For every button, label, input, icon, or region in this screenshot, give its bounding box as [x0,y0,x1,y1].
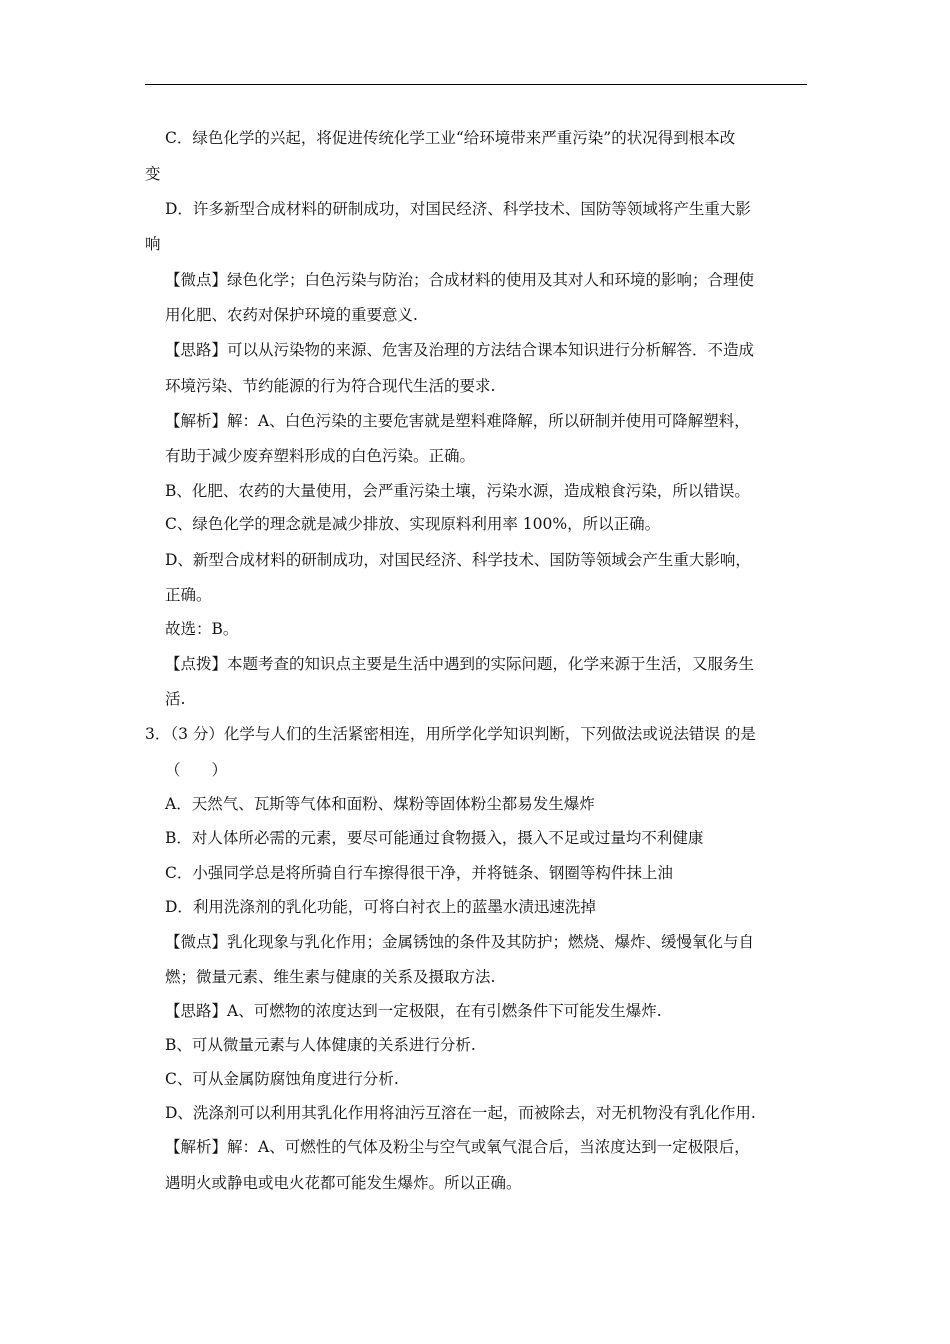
question-3-line: 3．（3 分）化学与人们的生活紧密相连，用所学化学知识判断，下列做法或说法错误 的是 [145,725,756,743]
option-c-line: C．绿色化学的兴起，将促进传统化学工业“给环境带来严重污染”的状况得到根本改 [165,129,736,147]
answer-line: 故选：B。 [165,620,239,638]
q3-option-d: D．利用洗涤剂的乳化功能，可将白衬衣上的蓝墨水渍迅速洗掉 [165,898,596,916]
option-d-line: D．许多新型合成材料的研制成功，对国民经济、科学技术、国防等领域将产生重大影 [165,200,751,218]
tip-line: 【点拨】本题考查的知识点主要是生活中遇到的实际问题，化学来源于生活，又服务生 [165,655,755,673]
analysis-d-wrap: 正确。 [165,586,212,604]
option-d-wrap: 响 [145,235,161,253]
knowledge-point-wrap: 用化肥、农药对保护环境的重要意义. [165,306,418,324]
q3-approach-d: D、洗涤剂可以利用其乳化作用将油污互溶在一起，而被除去，对无机物没有乳化作用. [165,1104,756,1122]
q3-option-c: C．小强同学总是将所骑自行车擦得很干净，并将链条、钢圈等构件抹上油 [165,864,673,882]
approach-wrap: 环境污染、节约能源的行为符合现代生活的要求. [165,377,496,395]
analysis-d: D、新型合成材料的研制成功，对国民经济、科学技术、国防等领域会产生重大影响， [165,551,751,569]
analysis-wrap: 有助于减少废弃塑料形成的白色污染。正确。 [165,447,476,465]
question-3-bracket: （ ） [165,761,228,779]
q3-approach-b: B、可从微量元素与人体健康的关系进行分析. [165,1036,476,1054]
q3-approach-c: C、可从金属防腐蚀角度进行分析. [165,1070,399,1088]
q3-analysis-wrap: 遇明火或静电或电火花都可能发生爆炸。所以正确。 [165,1174,522,1192]
knowledge-point-line: 【微点】绿色化学；白色污染与防治；合成材料的使用及其对人和环境的影响；合理使 [165,271,755,289]
q3-option-a: A．天然气、瓦斯等气体和面粉、煤粉等固体粉尘都易发生爆炸 [165,795,595,813]
option-c-wrap: 变 [145,165,161,183]
analysis-c: C、绿色化学的理念就是减少排放、实现原料利用率 100%，所以正确。 [165,515,661,533]
q3-knowledge-point-wrap: 燃；微量元素、维生素与健康的关系及摄取方法. [165,968,496,986]
approach-line: 【思路】可以从污染物的来源、危害及治理的方法结合课本知识进行分析解答．不造成 [165,341,755,359]
header-rule [145,84,807,85]
tip-wrap: 活. [165,690,186,708]
q3-option-b: B．对人体所必需的元素，要尽可能通过食物摄入，摄入不足或过量均不利健康 [165,829,704,847]
q3-analysis-line: 【解析】解：A、可燃性的气体及粉尘与空气或氧气混合后，当浓度达到一定极限后， [165,1138,750,1156]
q3-knowledge-point-line: 【微点】乳化现象与乳化作用；金属锈蚀的条件及其防护；燃烧、爆炸、缓慢氧化与自 [165,933,755,951]
analysis-line: 【解析】解：A、白色污染的主要危害就是塑料难降解，所以研制并使用可降解塑料， [165,412,750,430]
analysis-b: B、化肥、农药的大量使用，会严重污染土壤，污染水源，造成粮食污染，所以错误。 [165,482,750,500]
q3-approach-a: 【思路】A、可燃物的浓度达到一定极限，在有引燃条件下可能发生爆炸. [165,1002,662,1020]
